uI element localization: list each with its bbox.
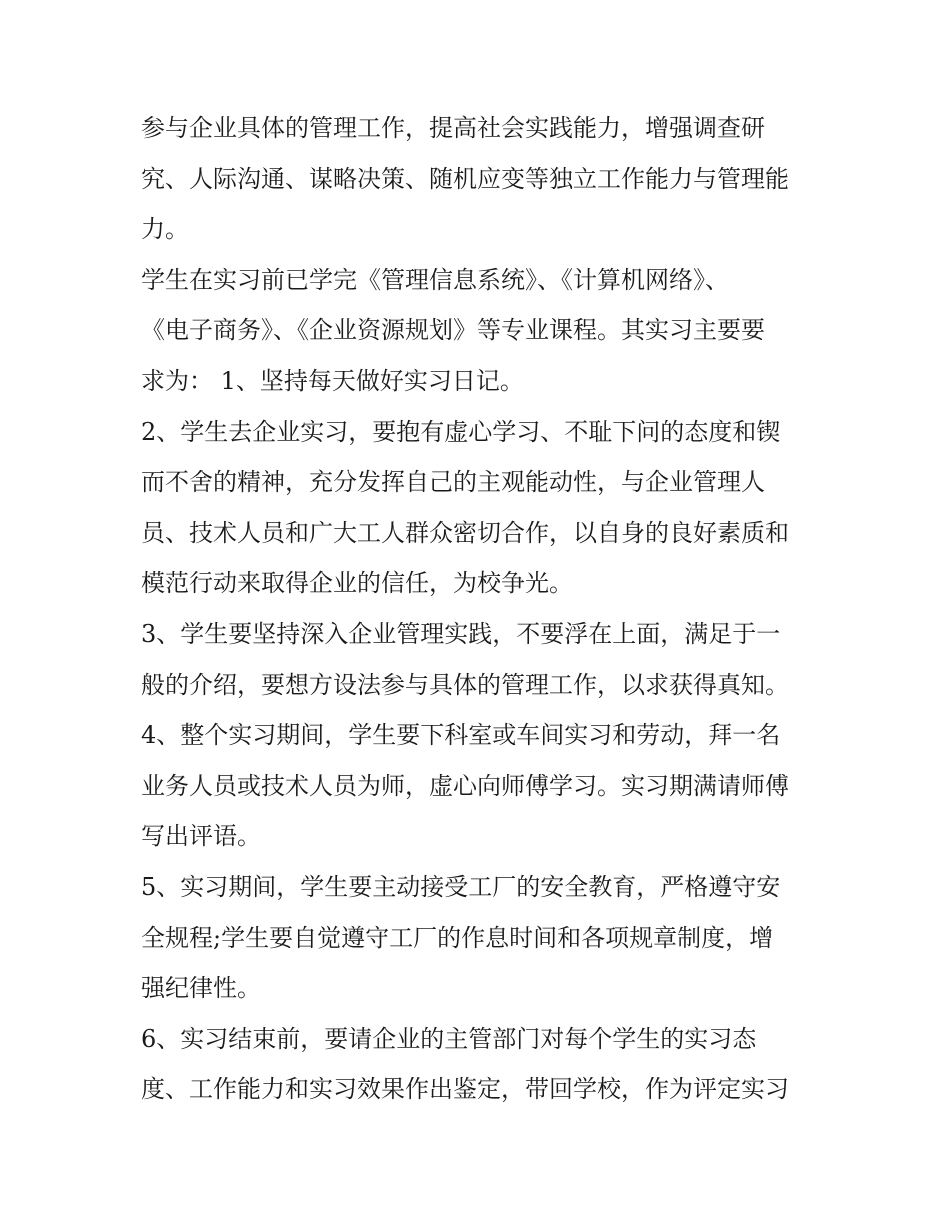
document-body: [141, 103, 821, 1115]
text-line: 业务人员或技术人员为师，虚心向师傅学习。实习期满请师傅: [141, 771, 789, 800]
text-line: 写出评语。: [141, 822, 261, 851]
text-line: 全规程;学生要自觉遵守工厂的作息时间和各项规章制度，增: [141, 923, 774, 952]
text-line: 《电子商务》、《企业资源规划》等专业课程。其实习主要要: [141, 316, 765, 345]
text-line: 度、工作能力和实习效果作出鉴定，带回学校，作为评定实习: [141, 1075, 789, 1104]
text-line: 而不舍的精神，充分发挥自己的主观能动性，与企业管理人: [141, 468, 765, 497]
text-line: 参与企业具体的管理工作，提高社会实践能力，增强调查研: [141, 114, 765, 142]
text-line: 4、整个实习期间，学生要下科室或车间实习和劳动，拜一名: [141, 721, 781, 750]
text-line: 员、技术人员和广大工人群众密切合作，以自身的良好素质和: [141, 518, 789, 547]
text-line: 求为： 1、坚持每天做好实习日记。: [141, 366, 524, 395]
text-line: 究、人际沟通、谋略决策、随机应变等独立工作能力与管理能: [141, 164, 789, 193]
text-line: 力。: [141, 215, 189, 244]
text-line: 3、学生要坚持深入企业管理实践，不要浮在上面，满足于一: [141, 619, 781, 648]
text-line: 般的介绍，要想方设法参与具体的管理工作，以求获得真知。: [141, 670, 789, 699]
text-line: 6、实习结束前，要请企业的主管部门对每个学生的实习态: [141, 1024, 757, 1053]
text-line: 强纪律性。: [141, 974, 261, 1003]
text-line: 学生在实习前已学完《管理信息系统》、《计算机网络》、: [141, 265, 729, 294]
text-line: 2、学生去企业实习，要抱有虚心学习、不耻下问的态度和锲: [141, 417, 781, 446]
text-line: 模范行动来取得企业的信任，为校争光。: [141, 569, 573, 598]
text-line: 5、实习期间，学生要主动接受工厂的安全教育，严格遵守安: [141, 872, 781, 901]
